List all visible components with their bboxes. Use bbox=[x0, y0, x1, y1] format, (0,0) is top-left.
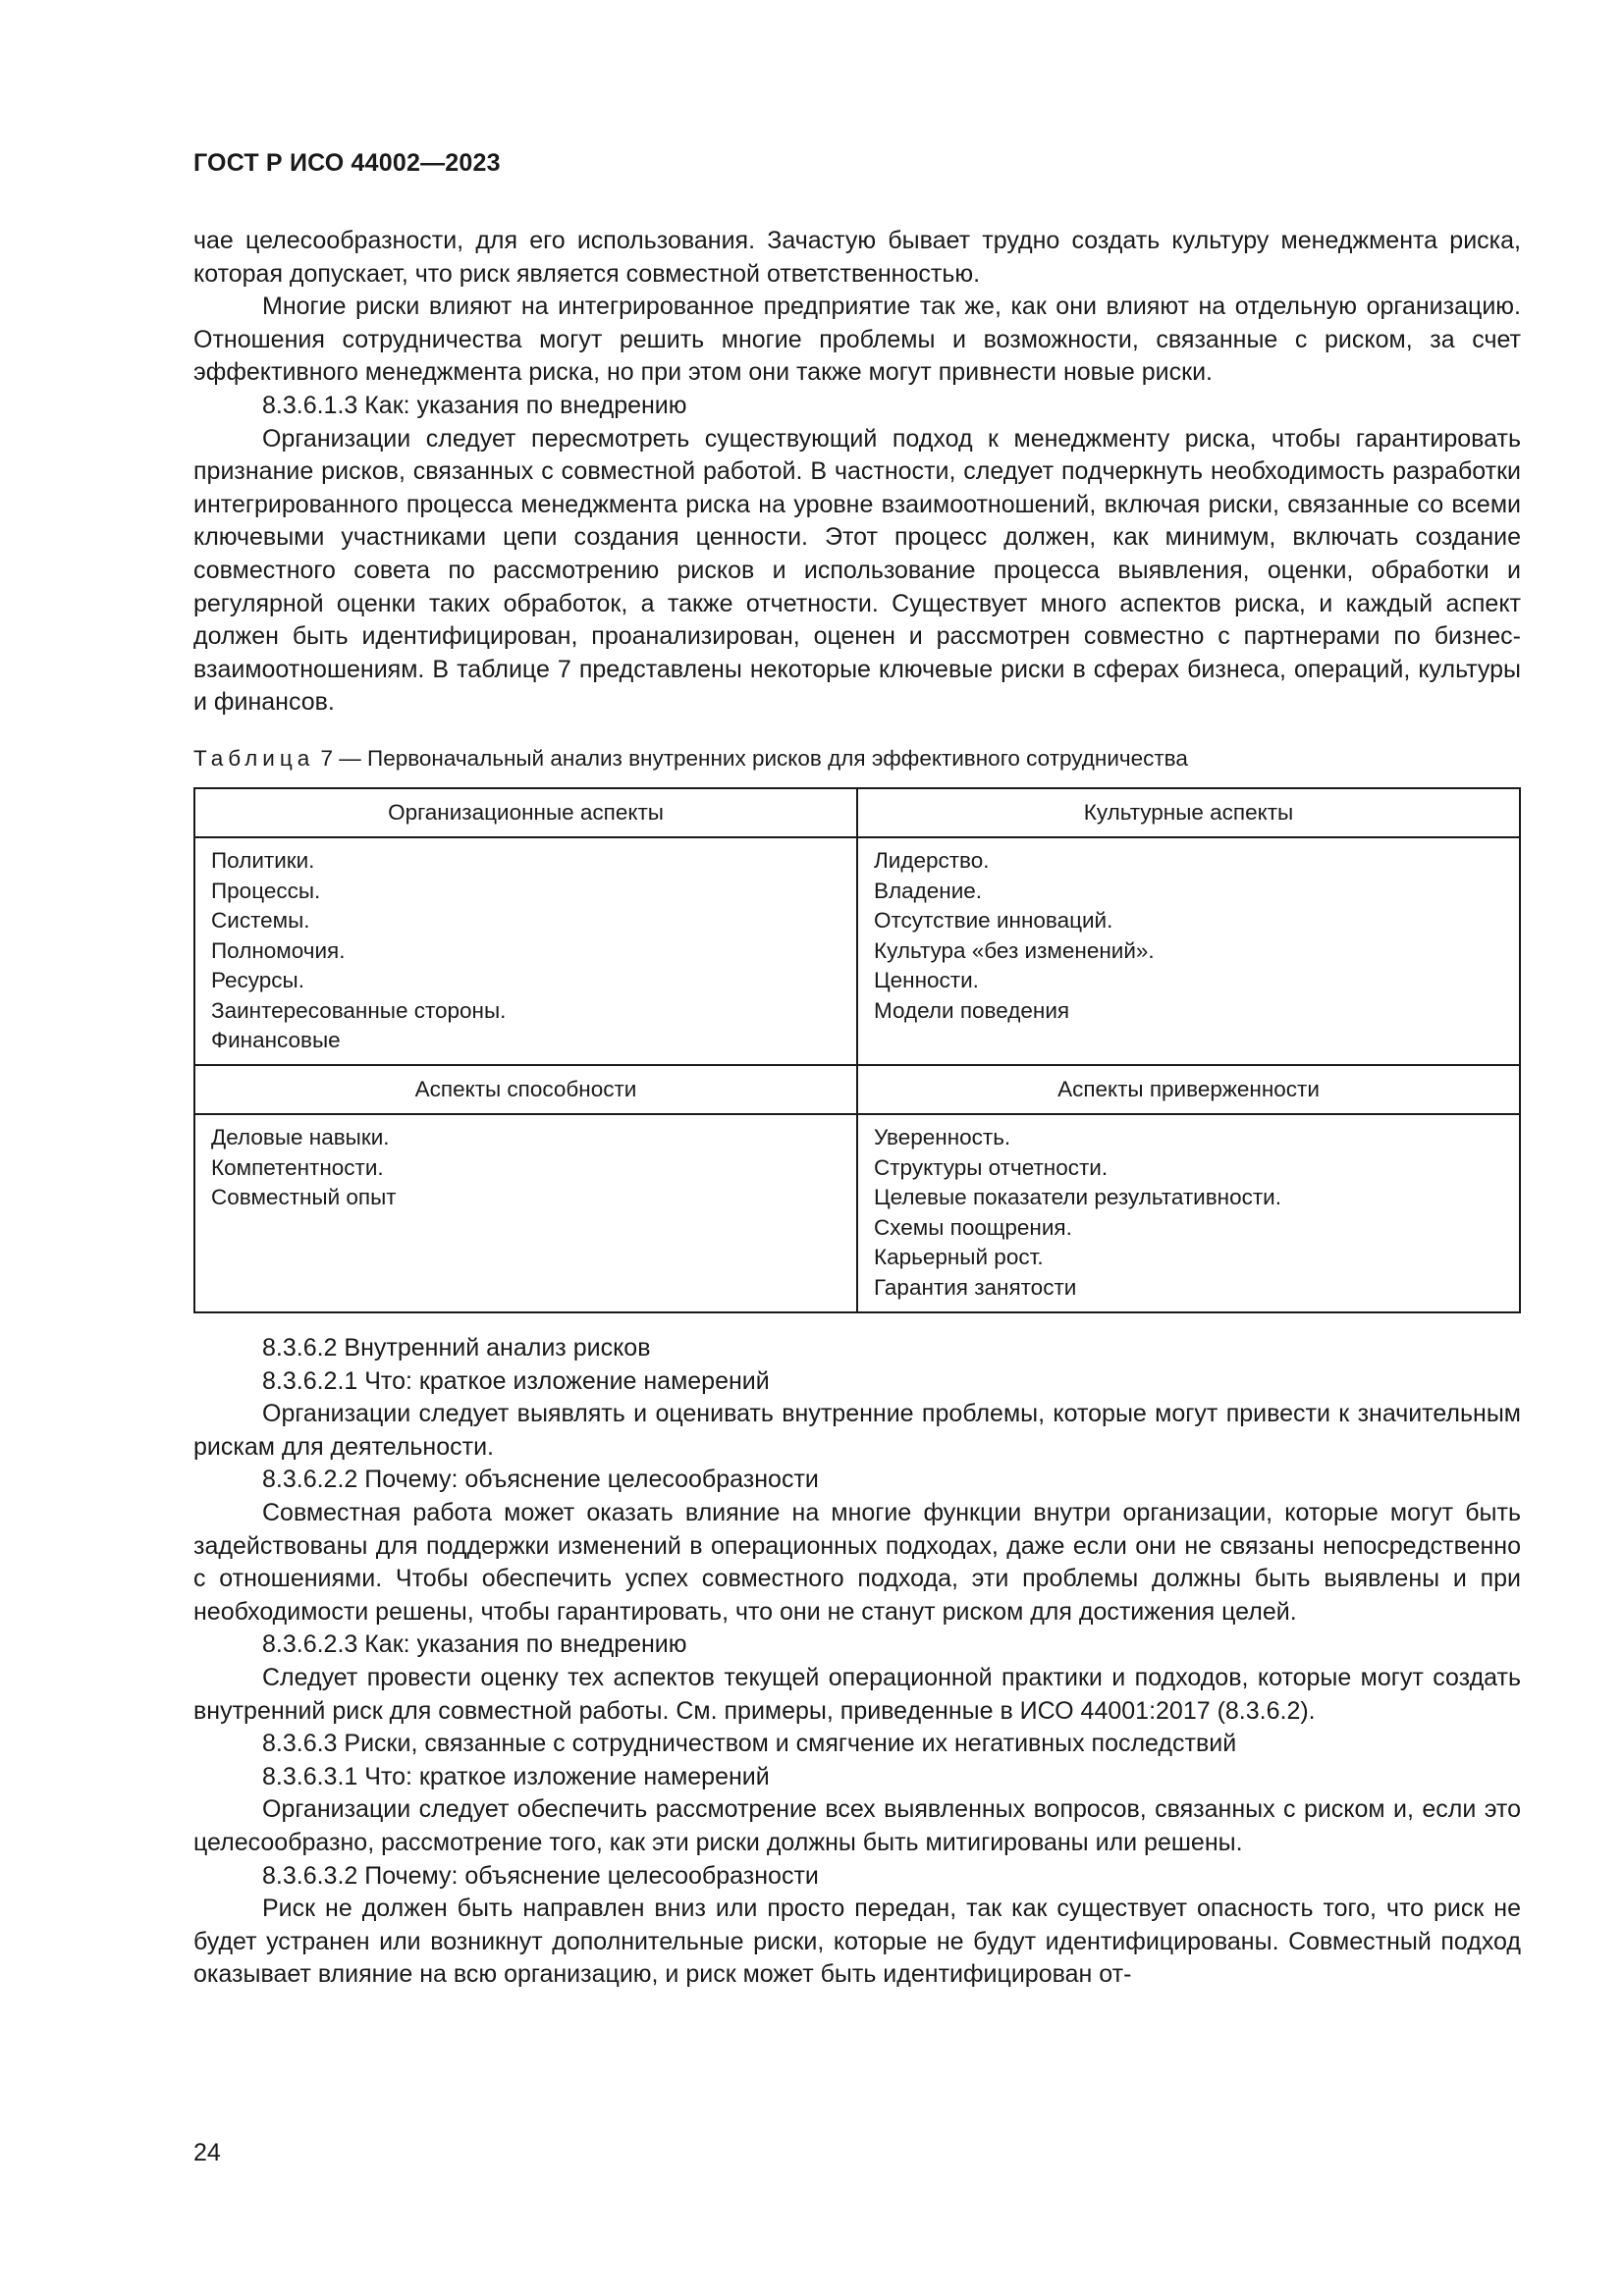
list-item: Процессы. bbox=[211, 878, 321, 903]
section-heading: 8.3.6.1.3 Как: указания по внедрению bbox=[262, 391, 687, 419]
list-item: Системы. bbox=[211, 908, 310, 933]
paragraph: Многие риски влияют на интегрированное предприятие так же, как они влияют на отдельную организацию. Отношения сотрудничества могут решить многие проблемы и возможности, связанные с риском, за счет эффективного менеджмента риска, но при этом они также могут привнести новые риски. bbox=[193, 293, 1521, 387]
list-item: Совместный опыт bbox=[211, 1185, 397, 1209]
section-heading: 8.3.6.2.1 Что: краткое изложение намерений bbox=[262, 1366, 770, 1395]
section-heading: 8.3.6.2.3 Как: указания по внедрению bbox=[262, 1630, 687, 1659]
table-header-row bbox=[194, 1065, 1520, 1114]
table-header-cell: Аспекты способности bbox=[194, 1065, 857, 1114]
table-cell bbox=[857, 1114, 1520, 1312]
table-caption bbox=[193, 746, 1188, 772]
text-block-before-table bbox=[193, 225, 1521, 720]
table-header-row bbox=[194, 788, 1520, 837]
list-item: Полномочия. bbox=[211, 937, 346, 963]
section-heading: 8.3.6.2 Внутренний анализ рисков bbox=[262, 1334, 651, 1362]
list-item: Ресурсы. bbox=[211, 968, 304, 992]
list-item: Владение. bbox=[874, 878, 983, 903]
table-header-cell: Организационные аспекты bbox=[194, 788, 857, 837]
paragraph: Организации следует пересмотреть существующий подход к менеджменту риска, чтобы гарантировать признание рисков, связанных с совместной работой. В частности, следует подчеркнуть необходимость разработки интегрированного процесса менеджмента риска на уровне взаимоотношений, включая риски, связанные со всеми ключевыми участниками цепи создания ценности. Этот процесс должен, как минимум, включать создание совместного совета по рассмотрению рисков и использование процесса выявления, оценки, обработки и регулярной оценки таких обработок, а также отчетности. Существует много аспектов риска, и каждый аспект должен быть идентифицирован, проанализирован, оценен и рассмотрен совместно с партнерами по бизнес-взаимоотношениям. В таблице 7 представлены некоторые ключевые риски в сферах бизнеса, операций, культуры и финансов. bbox=[193, 424, 1521, 717]
list-item: Отсутствие инноваций. bbox=[874, 908, 1113, 933]
list-item: Целевые показатели результативности. bbox=[874, 1185, 1281, 1209]
table-row bbox=[194, 837, 1520, 1065]
list-item: Политики. bbox=[211, 848, 315, 873]
table-row bbox=[194, 1114, 1520, 1312]
section-heading: 8.3.6.3.1 Что: краткое изложение намерений bbox=[262, 1762, 770, 1790]
list-item: Лидерство. bbox=[874, 848, 990, 873]
paragraph: Организации следует выявлять и оценивать внутренние проблемы, которые могут привести к значительным рискам для деятельности. bbox=[193, 1400, 1521, 1461]
paragraph: Следует провести оценку тех аспектов текущей операционной практики и подходов, которые могут создать внутренний риск для совместной работы. См. примеры, приведенные в ИСО 44001:2017 (8.3.6.2). bbox=[193, 1663, 1521, 1725]
risk-table bbox=[193, 787, 1521, 1313]
text-block-after-table bbox=[193, 1332, 1521, 1992]
list-item: Культура «без изменений». bbox=[874, 937, 1155, 963]
paragraph: чае целесообразности, для его использования. Зачастую бывает трудно создать культуру менеджмента риска, которая допускает, что риск является совместной ответственностью. bbox=[193, 227, 1521, 288]
list-item: Уверенность. bbox=[874, 1125, 1011, 1149]
table-caption-label: Таблица bbox=[193, 746, 315, 771]
list-item: Заинтересованные стороны. bbox=[211, 997, 507, 1023]
list-item: Модели поведения bbox=[874, 997, 1070, 1023]
page-number: 24 bbox=[193, 2139, 221, 2166]
table-caption-text: 7 — Первоначальный анализ внутренних рисков для эффективного сотрудничества bbox=[320, 746, 1188, 771]
table-cell bbox=[194, 1114, 857, 1312]
paragraph: Совместная работа может оказать влияние на многие функции внутри организации, которые могут быть задействованы для поддержки изменений в операционных подходах, даже если они не связаны непосредственно с отношениями. Чтобы обеспечить успех совместного подхода, эти проблемы должны быть выявлены и при необходимости решены, чтобы гарантировать, что они не станут риском для достижения целей. bbox=[193, 1498, 1521, 1626]
paragraph: Риск не должен быть направлен вниз или просто передан, так как существует опасность того, что риск не будет устранен или возникнут дополнительные риски, которые не будут идентифицированы. Совместный подход оказывает влияние на всю организацию, и риск может быть идентифицирован от- bbox=[193, 1895, 1521, 1989]
list-item: Ценности. bbox=[874, 968, 979, 992]
list-item: Схемы поощрения. bbox=[874, 1214, 1072, 1240]
list-item: Карьерный рост. bbox=[874, 1245, 1044, 1269]
section-heading: 8.3.6.2.2 Почему: объяснение целесообразности bbox=[262, 1466, 819, 1494]
section-heading: 8.3.6.3 Риски, связанные с сотрудничеством и смягчение их негативных последствий bbox=[262, 1730, 1237, 1758]
list-item: Финансовые bbox=[211, 1028, 341, 1052]
list-item: Структуры отчетности. bbox=[874, 1154, 1109, 1180]
section-heading: 8.3.6.3.2 Почему: объяснение целесообразности bbox=[262, 1861, 819, 1890]
paragraph: Организации следует обеспечить рассмотрение всех выявленных вопросов, связанных с риском и, если это целесообразно, рассмотрение того, как эти риски должны быть митигированы или решены. bbox=[193, 1795, 1521, 1856]
table-header-cell: Аспекты приверженности bbox=[857, 1065, 1520, 1114]
table-cell bbox=[857, 837, 1520, 1065]
document-header: ГОСТ Р ИСО 44002—2023 bbox=[193, 149, 501, 177]
list-item: Деловые навыки. bbox=[211, 1125, 390, 1149]
list-item: Компетентности. bbox=[211, 1154, 384, 1180]
table-cell bbox=[194, 837, 857, 1065]
list-item: Гарантия занятости bbox=[874, 1274, 1077, 1300]
table-header-cell: Культурные аспекты bbox=[857, 788, 1520, 837]
